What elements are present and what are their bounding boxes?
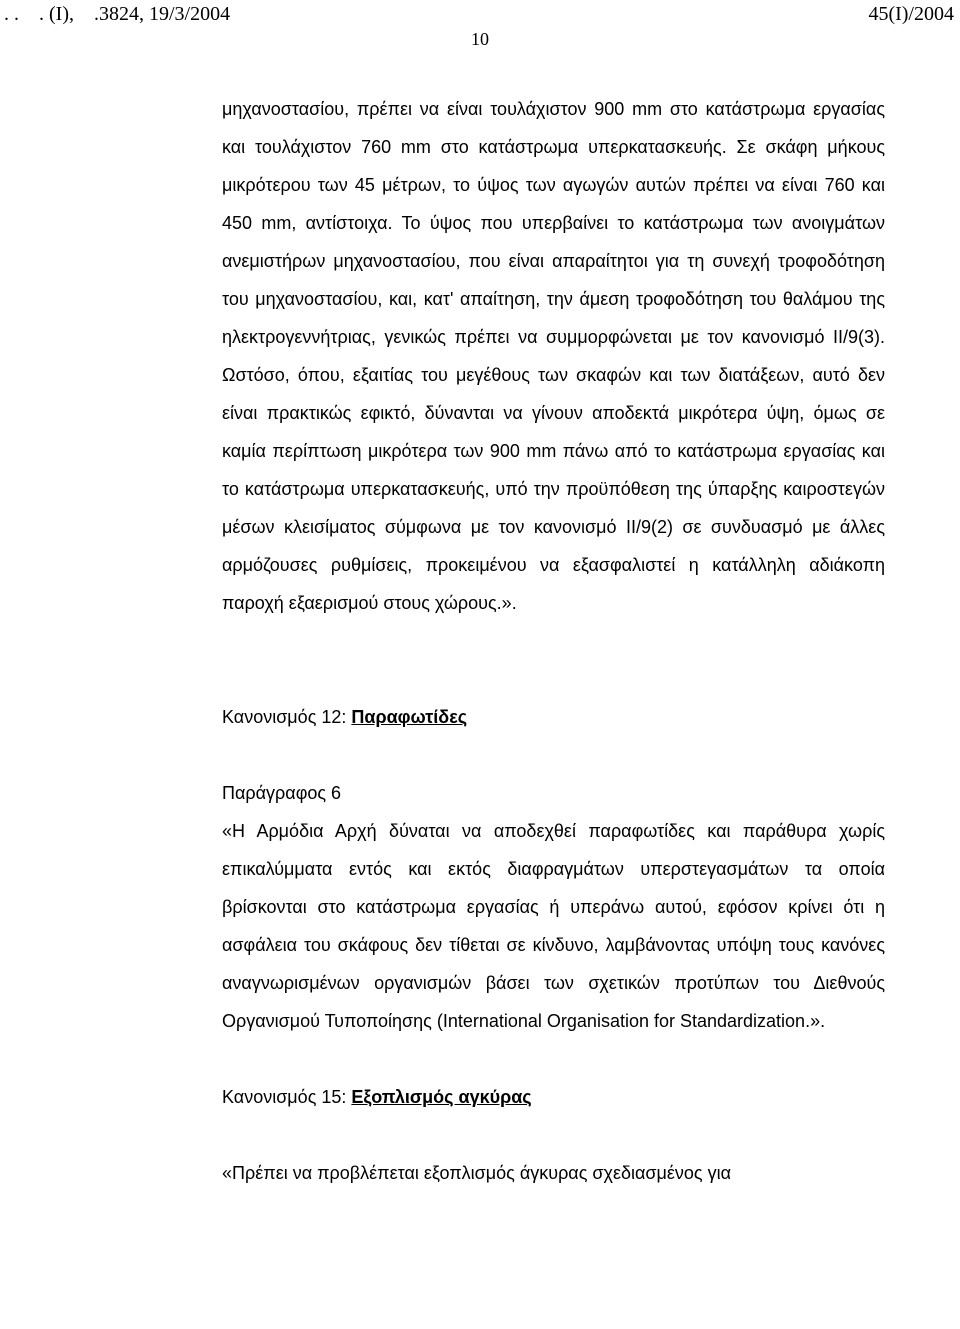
paragraph-gap [222, 1116, 885, 1154]
body-paragraph-2: «Η Αρμόδια Αρχή δύναται να αποδεχθεί παραφωτίδες και παράθυρα χωρίς επικαλύμματα εντός και εκτός διαφραγμάτων υπερστεγασμάτων τα οποία βρίσκονται στο κατάστρωμα εργασίας ή υπεράνω αυτού, εφόσον κρίνει ότι η ασφάλεια του σκάφους δεν τίθεται σε κίνδυνο, λαμβάνοντας υπόψη τους κανόνες αναγνωρισμένων οργανισμών βάσει των σχετικών προτύπων του Διεθνούς Οργανισμού Τυποποίησης (International Organisation for Standardization.». [222, 821, 885, 1031]
regulation-15-title: Εξοπλισμός αγκύρας [351, 1087, 532, 1107]
regulation-12-prefix: Κανονισμός 12: [222, 707, 352, 727]
paragraph-gap [222, 1040, 885, 1078]
paragraph-gap [222, 736, 885, 774]
paragraph-gap [222, 622, 885, 698]
regulation-12-heading [222, 698, 885, 736]
regulation-12-title: Παραφωτίδες [351, 707, 468, 727]
body-paragraph-1: μηχανοστασίου, πρέπει να είναι τουλάχιστον 900 mm στο κατάστρωμα εργασίας και τουλάχιστον 760 mm στο κατάστρωμα υπερκατασκευής. Σε σκάφη μήκους μικρότερου των 45 μέτρων, το ύψος των αγωγών αυτών πρέπει να είναι 760 και 450 mm, αντίστοιχα. Το ύψος που υπερβαίνει το κατάστρωμα των ανοιγμάτων ανεμιστήρων μηχανοστασίου, που είναι απαραίτητοι για τη συνεχή τροφοδότηση του μηχανοστασίου, και, κατ' απαίτηση, την άμεση τροφοδότηση του θαλάμου της ηλεκτρογεννήτριας, γενικώς πρέπει να συμμορφώνεται με τον κανονισμό II/9(3). Ωστόσο, όπου, εξαιτίας του μεγέθους των σκαφών και των διατάξεων, αυτό δεν είναι πρακτικώς εφικτό, δύνανται να γίνουν αποδεκτά μικρότερα ύψη, όμως σε καμία περίπτωση μικρότερα των 900 mm πάνω από το κατάστρωμα εργασίας και το κατάστρωμα υπερκατασκευής, υπό την προϋπόθεση της ύπαρξης καιροστεγών μέσων κλεισίματος σύμφωνα με τον κανονισμό II/9(2) σε συνδυασμό με άλλες αρμόζουσες ρυθμίσεις, προκειμένου να εξασφαλιστεί η κατάλληλη αδιάκοπη παροχή εξαερισμού στους χώρους.». [222, 99, 885, 613]
regulation-15-heading [222, 1078, 885, 1116]
document-body [222, 90, 885, 1192]
document-header-left: . . . (I), .3824, 19/3/2004 [4, 3, 231, 25]
paragraph-6-heading: Παράγραφος 6 [222, 783, 342, 803]
document-header-right: 45(I)/2004 [868, 3, 954, 25]
page-number: 10 [471, 29, 489, 49]
body-paragraph-3: «Πρέπει να προβλέπεται εξοπλισμός άγκυρας σχεδιασμένος για [222, 1163, 731, 1183]
regulation-15-prefix: Κανονισμός 15: [222, 1087, 352, 1107]
